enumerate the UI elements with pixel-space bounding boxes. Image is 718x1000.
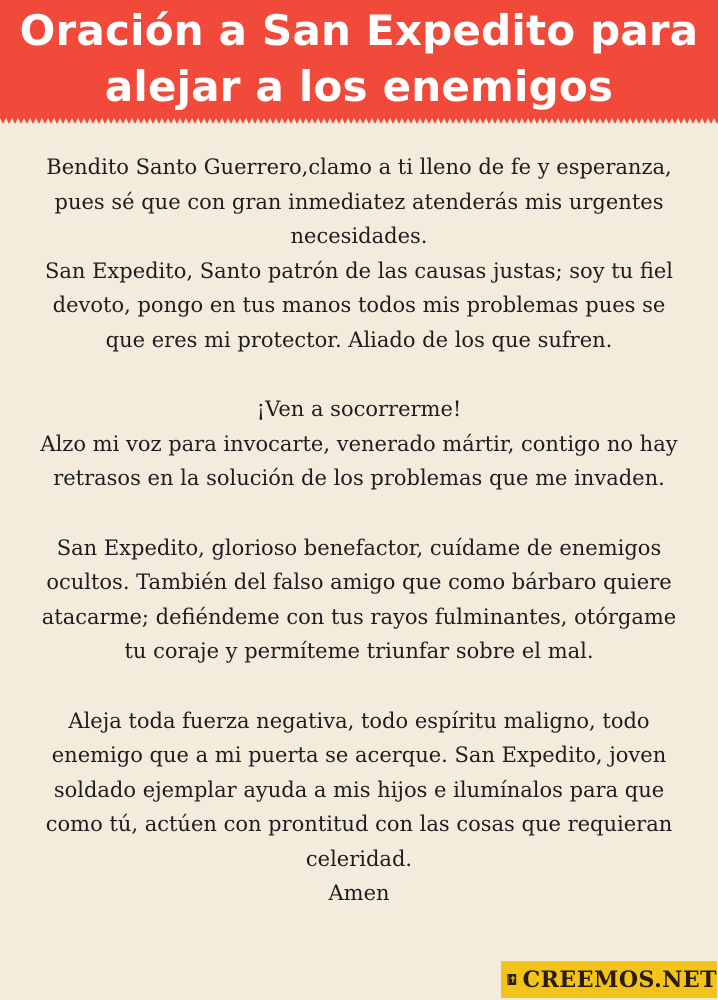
prayer-line: San Expedito, Santo patrón de las causas justas; soy tu fiel: [44, 258, 674, 283]
prayer-line: como tú, actúen con prontitud con las cosas que requieran: [45, 812, 673, 837]
title-line-1: Oración a San Expedito para: [19, 6, 699, 55]
prayer-line: retrasos en la solución de los problemas que me invaden.: [53, 466, 665, 491]
prayer-line: devoto, pongo en tus manos todos mis problemas pues se: [52, 293, 666, 318]
prayer-line: Aleja toda fuerza negativa, todo espíritu maligno, todo: [68, 708, 650, 733]
title-line-2: alejar a los enemigos: [104, 62, 614, 111]
prayer-line: San Expedito, glorioso benefactor, cuídame de enemigos: [56, 535, 662, 560]
prayer-line: que eres mi protector. Aliado de los que sufren.: [105, 327, 613, 352]
prayer-line: enemigo que a mi puerta se acerque. San Expedito, joven: [51, 743, 667, 768]
paragraph-gap: [0, 496, 718, 531]
bible-cross-icon: [507, 966, 517, 993]
prayer-line: Bendito Santo Guerrero,clamo a ti lleno de fe y esperanza,: [46, 155, 672, 179]
prayer-line: celeridad.: [305, 846, 413, 871]
site-logo[interactable]: [501, 961, 717, 998]
title-banner: [0, 0, 718, 118]
prayer-line: pues sé que con gran inmediatez atenderás mis urgentes: [54, 189, 664, 214]
prayer-line: tu coraje y permíteme triunfar sobre el mal.: [124, 639, 594, 664]
prayer-line: ocultos. También del falso amigo que como bárbaro quiere: [46, 570, 672, 595]
prayer-line: Alzo mi voz para invocarte, venerado mártir, contigo no hay: [40, 431, 678, 456]
prayer-line: Amen: [328, 881, 390, 906]
prayer-line: necesidades.: [290, 224, 428, 249]
paragraph-gap: [0, 358, 718, 393]
paragraph-gap: [0, 669, 718, 704]
logo-text: CREEMOS.NET: [522, 966, 717, 993]
prayer-line: ¡Ven a socorrerme!: [256, 397, 462, 422]
prayer-text: [0, 150, 718, 911]
prayer-line: atacarme; defiéndeme con tus rayos fulminantes, otórgame: [41, 604, 677, 629]
prayer-line: soldado ejemplar ayuda a mis hijos e ilumínalos para que: [53, 777, 665, 802]
banner-zigzag-edge: [0, 118, 718, 124]
